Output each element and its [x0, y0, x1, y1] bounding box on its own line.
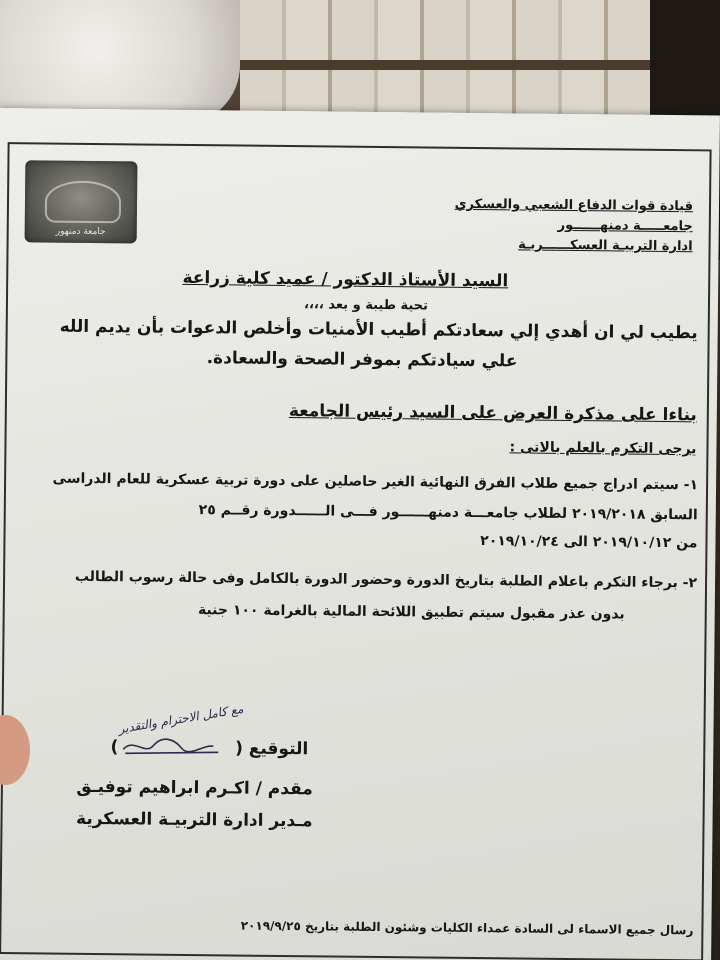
header-line-2: جامعـــــة دمنهــــــور [557, 217, 693, 235]
letter-body [0, 108, 720, 960]
signature-scribble-icon [53, 707, 254, 769]
intro-line-1: يطيب لي ان أهدي إلي سعادتكم أطيب الأمنيات وأخلص الدعوات بأن يديم الله [59, 316, 698, 344]
signatory-name: مقدم / اكـرم ابراهيم توفيـق [76, 776, 313, 800]
item-1-line-3: من ٢٠١٩/١٠/١٢ الى ٢٠١٩/١٠/٢٤ [480, 533, 698, 552]
item-1-line-1: ١- سيتم ادراج جميع طلاب الفرق النهائية الغير حاصلين على دورة تربية عسكرية للعام الدراسى [52, 470, 699, 494]
signatory-title: مـدير ادارة التربيـة العسكرية [75, 808, 313, 832]
signature-label: التوقيع ( [235, 738, 309, 760]
item-2-line-2: بدون عذر مقبول سيتم تطبيق اللائحة المالية بالغرامة ١٠٠ جنية [197, 602, 625, 623]
letter-paper [0, 108, 720, 960]
handwritten-note: مع كامل الاحترام والتقدير [116, 701, 244, 737]
signature-close-paren: ) [110, 737, 119, 758]
person-clothing [0, 0, 240, 125]
header-line-1: قيادة قوات الدفاع الشعبي والعسكري [454, 196, 694, 215]
shelf-divider [240, 60, 720, 70]
footer-note: رسال جميع الاسماء لى السادة عمداء الكليات وشئون الطلبة بتاريخ ٢٠١٩/٩/٢٥ [240, 918, 694, 938]
item-2-line-1: ٢- برجاء التكرم باعلام الطلبة بتاريخ الدورة وحضور الدورة بالكامل وفى حالة رسوب الطالب [74, 568, 698, 592]
request-line: يرجى التكرم بالعلم بالاتى : [509, 439, 697, 458]
intro-line-2: علي سيادتكم بموفر الصحة والسعادة. [206, 348, 518, 372]
logo-caption: جامعة دمنهور [55, 226, 106, 238]
item-1-line-2: السابق ٢٠١٩/٢٠١٨ لطلاب جامعـــة دمنهــــــور فـــى الــــــدورة رقــم ٢٥ [198, 502, 698, 524]
greeting: تحية طيبة و بعد ،،،، [304, 297, 429, 314]
header-line-3: ادارة التربيـة العسكــــــريـة [518, 237, 693, 255]
subject-line: بناءا على مذكرة العرض على السيد رئيس الجامعة [288, 401, 697, 426]
logo-emblem [45, 180, 121, 223]
addressee: السيد الأستاذ الدكتور / عميد كلية زراعة [182, 267, 509, 292]
university-logo-icon [25, 160, 138, 243]
